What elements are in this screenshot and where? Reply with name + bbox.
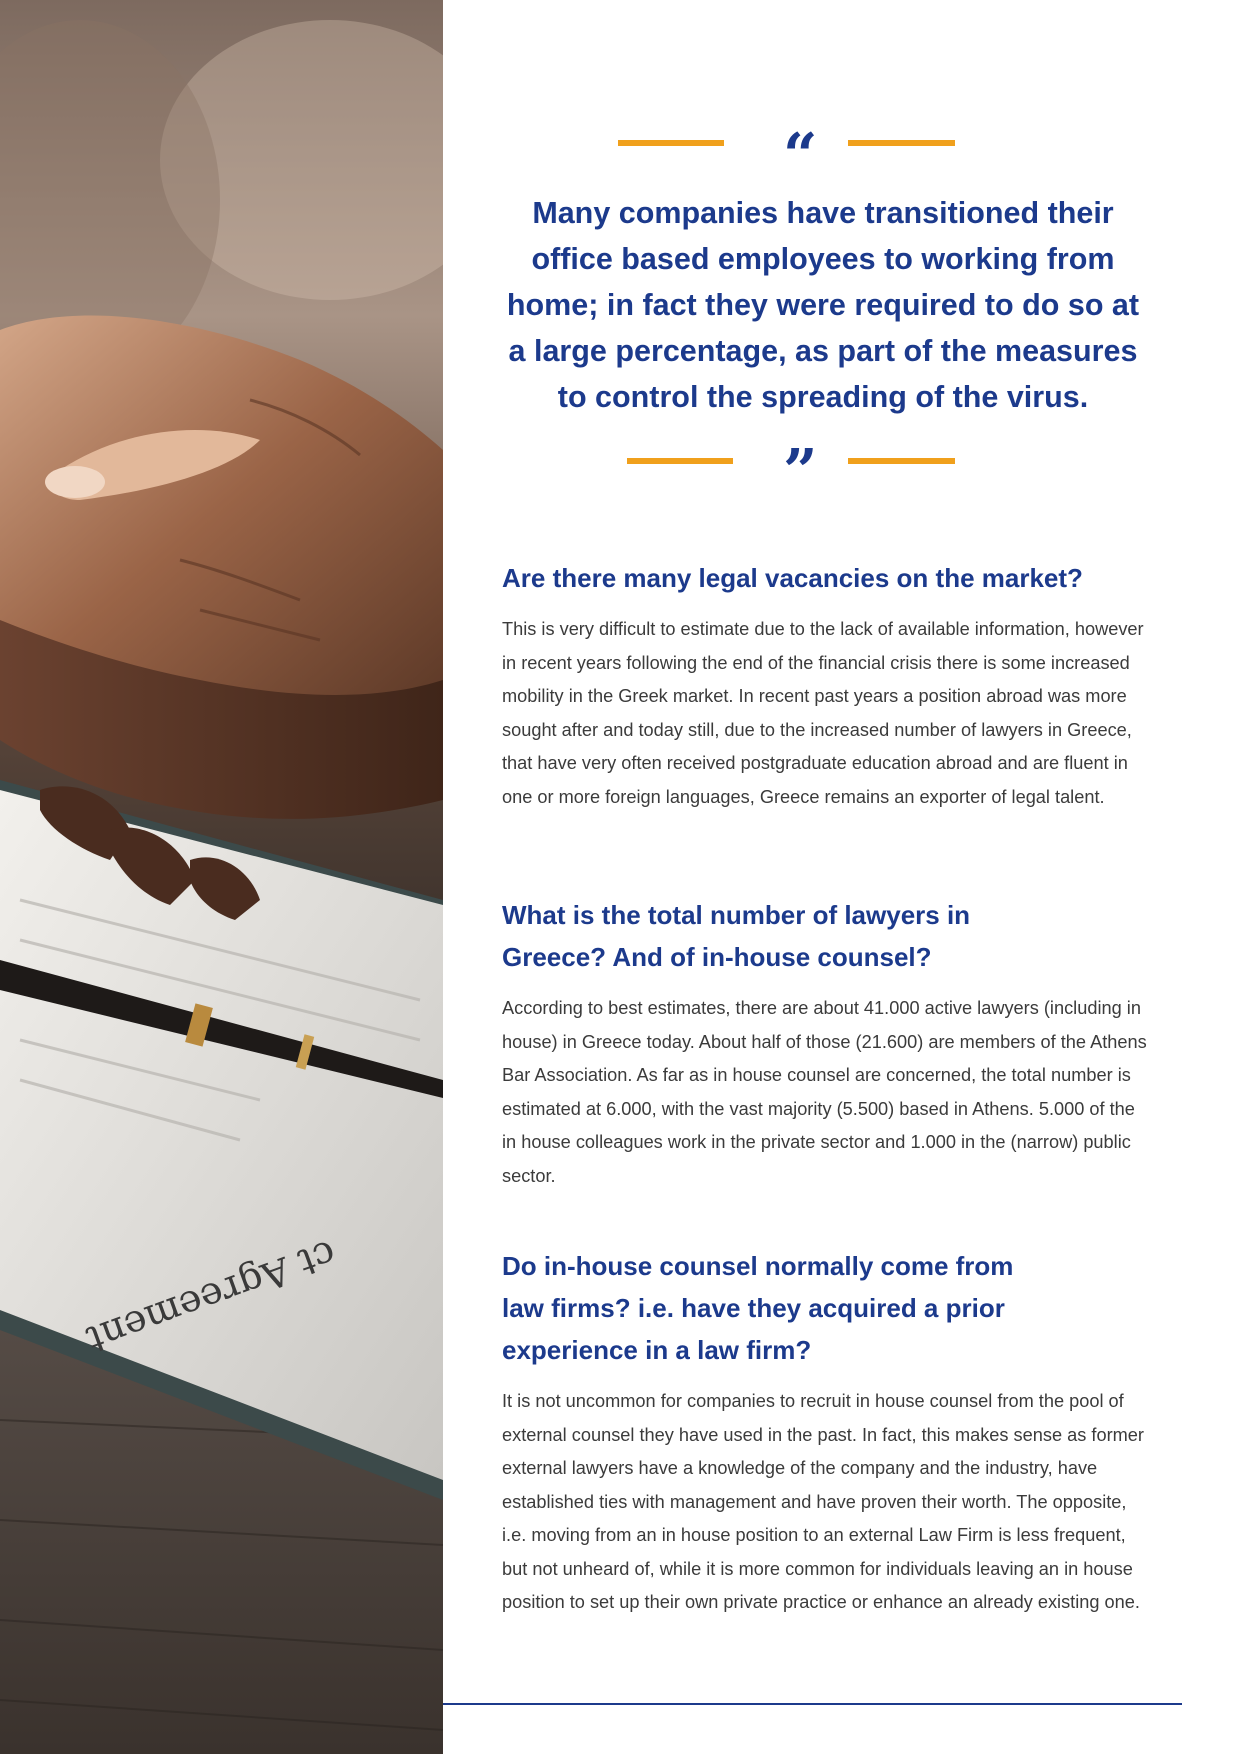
- section-number-of-lawyers: [502, 894, 1152, 1193]
- footer-rule: [443, 1703, 1182, 1705]
- quote-rule-right-bottom: [848, 458, 955, 464]
- close-quote-icon: ”: [783, 437, 818, 507]
- section-legal-vacancies: [502, 557, 1152, 814]
- handshake-contract-photo: [0, 0, 443, 1754]
- section-heading: Do in-house counsel normally come from law firms? i.e. have they acquired a prior experience in a law firm?: [502, 1251, 1014, 1365]
- photo-illustration: [0, 0, 443, 1754]
- section-heading: What is the total number of lawyers in Greece? And of in-house counsel?: [502, 900, 971, 972]
- open-quote-icon: “: [783, 121, 818, 191]
- pull-quote-text: Many companies have transitioned their office based employees to working from home; in fact they were required to do so at a large percentage, as part of the measures to control the spreading of the virus.: [506, 196, 1140, 414]
- quote-rule-right-top: [848, 140, 955, 146]
- section-body: It is not uncommon for companies to recruit in house counsel from the pool of external counsel they have used in the past. In fact, this makes sense as former external lawyers have a knowledge of the company and the industry, have established ties with management and have proven their worth. The opposite, i.e. moving from an in house position to an external Law Firm is less frequent, but not unheard of, while it is more common for individuals leaving an in house position to set up their own private practice or enhance an already existing one.: [502, 1391, 1144, 1612]
- article-content: [443, 0, 1240, 1754]
- contract-title-text: ct Agreement: [80, 1231, 342, 1363]
- section-body: This is very difficult to estimate due to the lack of available information, however in recent years following the end of the financial crisis there is some increased mobility in the Greek market. In recent past years a position abroad was more sought after and today still, due to the increased number of lawyers in Greece, that have very often received postgraduate education abroad and are fluent in one or more foreign languages, Greece remains an exporter of legal talent.: [502, 619, 1144, 807]
- quote-rule-left-top: [618, 140, 724, 146]
- section-body: According to best estimates, there are about 41.000 active lawyers (including in house) in Greece today. About half of those (21.600) are members of the Athens Bar Association. As far as in house counsel are concerned, the total number is estimated at 6.000, with the vast majority (5.500) based in Athens. 5.000 of the in house colleagues work in the private sector and 1.000 in the (narrow) public sector.: [502, 998, 1147, 1186]
- section-in-house-origin: [502, 1245, 1152, 1620]
- section-heading: Are there many legal vacancies on the market?: [502, 563, 1083, 593]
- quote-rule-left-bottom: [627, 458, 733, 464]
